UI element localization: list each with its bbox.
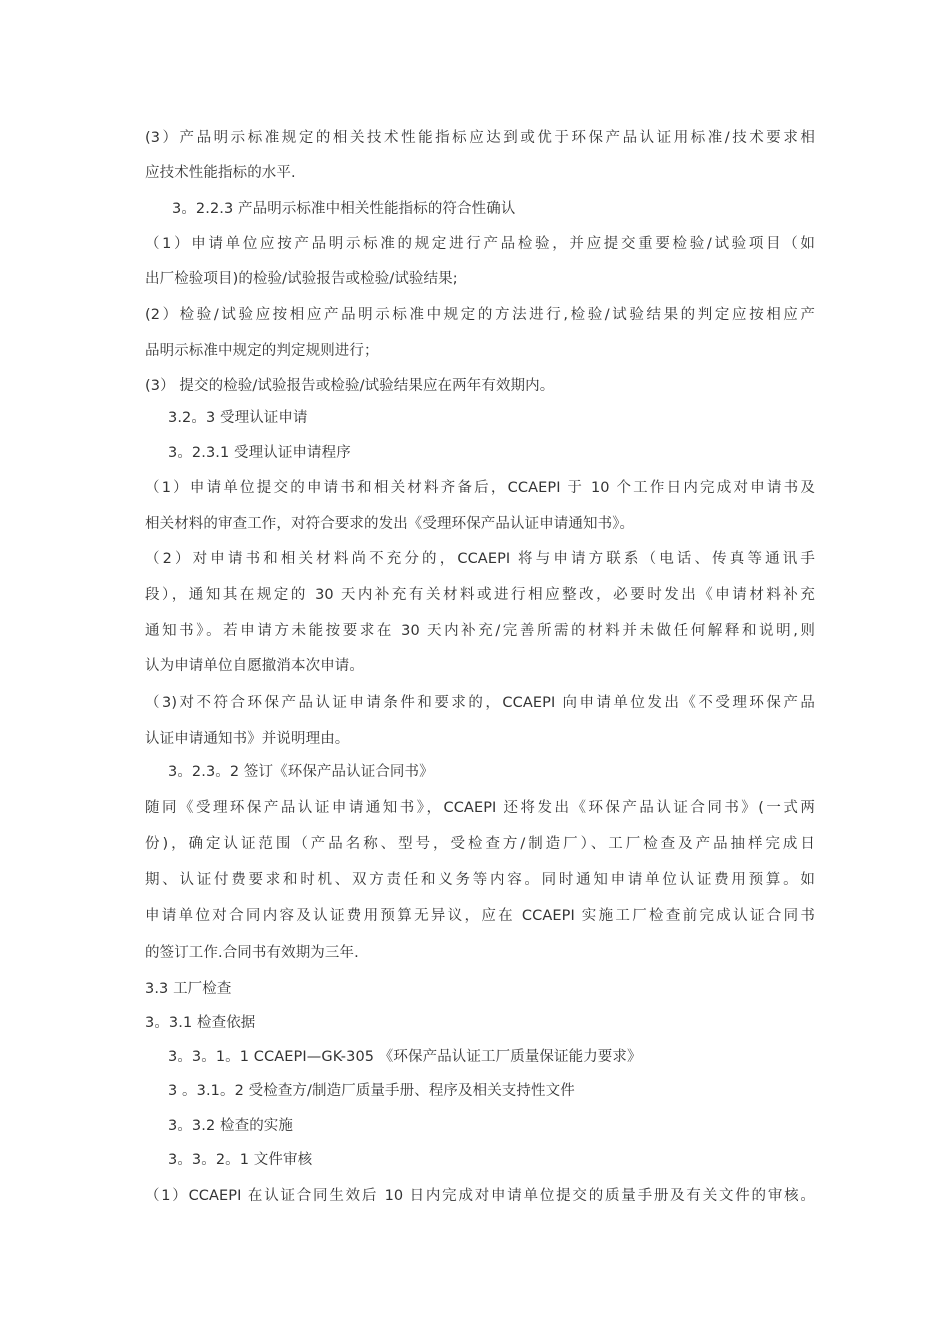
paragraph-line: （1）申请单位提交的申请书和相关材料齐备后，CCAEPI 于 10 个工作日内完成对申请书及	[145, 480, 815, 496]
paragraph-line: 认为申请单位自愿撤消本次申请。	[145, 658, 364, 674]
paragraph-line: 份)，确定认证范围（产品名称、型号，受检查方/制造厂）、工厂检查及产品抽样完成日	[145, 836, 815, 852]
paragraph-line: 应技术性能指标的水平.	[145, 165, 296, 181]
section-heading: 3。2.3。2 签订《环保产品认证合同书》	[168, 764, 434, 780]
paragraph-line: 随同《受理环保产品认证申请通知书》，CCAEPI 还将发出《环保产品认证合同书》(一式两	[145, 800, 815, 816]
paragraph-line: (3） 提交的检验/试验报告或检验/试验结果应在两年有效期内。	[145, 378, 555, 394]
paragraph-line: 申请单位对合同内容及认证费用预算无异议，应在 CCAEPI 实施工厂检查前完成认证合同书	[145, 908, 815, 924]
section-heading: 3.3 工厂检查	[145, 981, 232, 997]
section-heading: 3。3。2。1 文件审核	[168, 1152, 313, 1168]
paragraph-line: （1）申请单位应按产品明示标准的规定进行产品检验，并应提交重要检验/试验项目（如	[145, 236, 815, 252]
paragraph-line: 通知书》。若申请方未能按要求在 30 天内补充/完善所需的材料并未做任何解释和说明,则	[145, 623, 815, 639]
section-heading: 3。3。1。1 CCAEPI—GK-305 《环保产品认证工厂质量保证能力要求》	[168, 1049, 642, 1065]
paragraph-line: （3)对不符合环保产品认证申请条件和要求的，CCAEPI 向申请单位发出《不受理环保产品	[145, 695, 815, 711]
paragraph-line: 期、认证付费要求和时机、双方责任和义务等内容。同时通知申请单位认证费用预算。如	[145, 872, 815, 888]
paragraph-line: 出厂检验项目)的检验/试验报告或检验/试验结果;	[145, 271, 458, 287]
paragraph-line: 认证申请通知书》并说明理由。	[145, 731, 350, 747]
paragraph-line: (3）产品明示标准规定的相关技术性能指标应达到或优于环保产品认证用标准/技术要求相	[145, 130, 815, 146]
section-heading: 3。2.3.1 受理认证申请程序	[168, 445, 351, 461]
section-heading: 3.2。3 受理认证申请	[168, 410, 308, 426]
section-heading: 3。3.1 检查依据	[145, 1015, 256, 1031]
paragraph-line: 的签订工作.合同书有效期为三年.	[145, 945, 359, 961]
section-heading: 3 。3.1。2 受检查方/制造厂质量手册、程序及相关支持性文件	[168, 1083, 575, 1099]
paragraph-line: 相关材料的审查工作，对符合要求的发出《受理环保产品认证申请通知书》。	[145, 516, 635, 532]
paragraph-line: (2）检验/试验应按相应产品明示标准中规定的方法进行,检验/试验结果的判定应按相应产	[145, 307, 815, 323]
section-heading: 3。2.2.3 产品明示标准中相关性能指标的符合性确认	[172, 201, 516, 217]
paragraph-line: （1）CCAEPI 在认证合同生效后 10 日内完成对申请单位提交的质量手册及有关文件的审核。	[145, 1188, 815, 1204]
paragraph-line: 段），通知其在规定的 30 天内补充有关材料或进行相应整改，必要时发出《申请材料补充	[145, 587, 815, 603]
section-heading: 3。3.2 检查的实施	[168, 1118, 293, 1134]
paragraph-line: （2）对申请书和相关材料尚不充分的，CCAEPI 将与申请方联系（电话、传真等通讯手	[145, 551, 815, 567]
paragraph-line: 品明示标准中规定的判定规则进行；	[145, 343, 379, 359]
